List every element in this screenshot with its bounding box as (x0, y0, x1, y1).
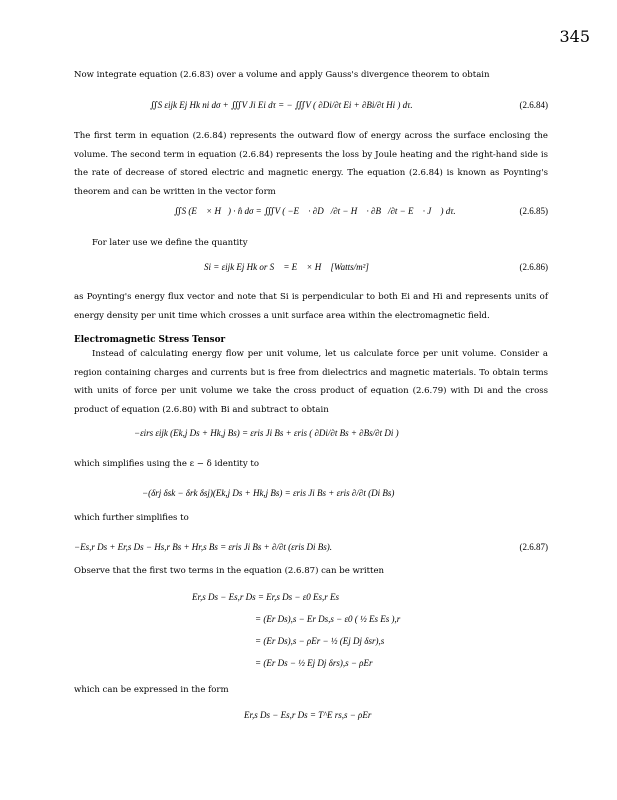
equation-line: = (Er Ds − ½ Ej Dj δrs),s − ρEr (255, 658, 373, 668)
equation-number: (2.6.87) (519, 542, 548, 552)
equation-body: −εirs εijk (Ek,j Ds + Hk,j Bs) = εris Ji Bs + εris ( ∂Di/∂t Bs + ∂Bs/∂t Di ) (134, 428, 399, 438)
equation-body: ∬S (E⃗ × H⃗) · n̂ dσ = ∭V ( −E⃗ · ∂D⃗/∂t − H⃗ · ∂B⃗/∂t − E⃗ · J⃗ ) dτ. (174, 206, 456, 216)
equation-2-6-84 (74, 95, 548, 125)
paragraph: which simplifies using the ε − δ identity to (74, 459, 259, 469)
equation-unnumbered (74, 420, 548, 450)
equation-2-6-85 (74, 201, 548, 231)
equation-body: Si = εijk Ej Hk or S⃗ = E⃗ × H⃗ [Watts/m²] (204, 262, 369, 272)
equation-line: Er,s Ds − Es,r Ds = Er,s Ds − ε0 Es,r Es (192, 592, 340, 602)
equation-number: (2.6.84) (519, 100, 548, 110)
equation-body: −Es,r Ds + Er,s Ds − Hs,r Bs + Hr,s Bs = εris Ji Bs + ∂/∂t (εris Di Bs). (74, 542, 332, 552)
equation-unnumbered (74, 708, 548, 738)
equation-unnumbered (74, 480, 548, 510)
paragraph: Instead of calculating energy flow per unit volume, let us calculate force per unit volume. Consider a region containing charges and currents but is free from dielectrics and magnetic materials. To obtain terms with units of force per unit volume we take the cross product of equation (2.6.79) with Di and the cross product of equation (2.6.80) with Bi and subtract to obtain (74, 349, 548, 415)
paragraph: which further simplifies to (74, 513, 189, 523)
equation-line: = (Er Ds),s − Er Ds,s − ε0 ( ½ Es Es ),r (255, 614, 401, 624)
paragraph: as Poynting's energy flux vector and note that Si is perpendicular to both Ei and Hi and represents units of energy density per unit time which crosses a unit surface area within the electromagnetic field. (74, 292, 548, 321)
page-number: 345 (559, 27, 590, 46)
section-heading: Electromagnetic Stress Tensor (74, 335, 226, 345)
equation-line: = (Er Ds),s − ρEr − ½ (Ej Dj δsr),s (255, 636, 385, 646)
equation-body: −(δrj δsk − δrk δsj)(Ek,j Ds + Hk,j Bs) = εris Ji Bs + εris ∂/∂t (Di Bs) (142, 488, 395, 498)
equation-body: Er,s Ds − Es,r Ds = T^E rs,s − ρEr (244, 710, 372, 720)
paragraph: The first term in equation (2.6.84) represents the outward flow of energy across the surface enclosing the volume. The second term in equation (2.6.84) represents the loss by Joule heating and the right-hand side is the rate of decrease of stored electric and magnetic energy. The equation (2.6.84) is known as Poynting's theorem and can be written in the vector form (74, 131, 548, 197)
equation-2-6-87 (74, 534, 548, 564)
equation-2-6-86 (74, 260, 548, 290)
equation-number: (2.6.85) (519, 206, 548, 216)
paragraph: Observe that the first two terms in the equation (2.6.87) can be written (74, 566, 385, 576)
paragraph: Now integrate equation (2.6.83) over a volume and apply Gauss's divergence theorem to obtain (74, 70, 490, 80)
paragraph: For later use we define the quantity (92, 238, 248, 248)
equation-body: ∬S εijk Ej Hk ni dσ + ∭V Ji Ei dτ = − ∭V ( ∂Di/∂t Ei + ∂Bi/∂t Hi ) dτ. (150, 100, 413, 110)
paragraph: which can be expressed in the form (74, 685, 229, 695)
equation-number: (2.6.86) (519, 262, 548, 272)
